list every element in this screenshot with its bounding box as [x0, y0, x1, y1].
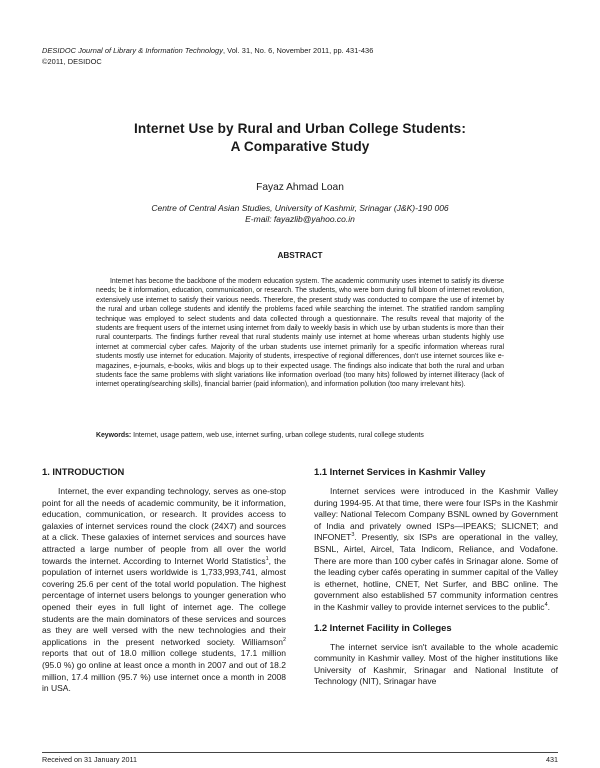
introduction-paragraph: [42, 486, 286, 695]
abstract-body: Internet has become the backbone of the modern education system. The academic community uses internet to satisfy its diverse needs; be it information, education, communication, or research. The students, who were born during full bloom of internet revolution, extensively use internet to satisfy their various needs. Therefore, the present study was conducted to compare the use of internet by the rural and urban college students and identify the problems faced while searching the internet. The stratified random sampling technique was employed to select students and data collected through a questionnaire. The results reveal that majority of the students are frequent users of the internet using internet from daily to weekly basis in which use by urban students is more than their rural counterparts. The findings further reveal that rural students mainly use internet at home whereas urban students highly use internet at commercial cyber cafes. Majority of the urban students use internet primarily for a specific information whereas rural students mostly use internet for education. Majority of students, irrespective of regional differences, don't use internet sources like e-magazines, e-journals, e-books, wikis and blogs up to their expected usage. The findings also indicate that both the rural and urban students face the same problems with slight variations like information overload (too many hits) followed by internet illiteracy (lack of internet operating/searching skills), financial barrier (paid information), and information pollution (too many irrelevant hits).: [96, 277, 504, 389]
s11-text-2: . Presently, six ISPs are operational in the valley, BSNL, Airtel, Aircel, Tata Indicom, Reliance, and Vodafone. There are more than 100 cyber cafés in Srinagar alone. Some of the leading cyber cafés operating in summer capital of the Valley is ethernet, hotline, CNET, Net Surfer, and BBC online. The government also established 57 community information centres in the Kashmir valley to provide internet services to the public: [314, 532, 558, 612]
citation-3: 3: [351, 532, 355, 539]
journal-details: , Vol. 31, No. 6, November 2011, pp. 431-436: [222, 46, 374, 55]
section-1-2-paragraph: The internet service isn't available to the whole academic community in Kashmir valley. Most of the higher institutions like University of Kashmir, Srinagar and National Institute of Technology (NIT), Srinagar have: [314, 641, 558, 687]
abstract-heading: ABSTRACT: [277, 251, 323, 260]
s11-text-1: Internet services were introduced in the Kashmir Valley during 1994-95. At that time, there were four ISPs in the Kashmir valley: National Telecom Company BSNL owned by Government of India and privately owned ISPs—IPEAKS; SLICNET; and INFONET: [314, 486, 558, 543]
keywords: [96, 432, 576, 439]
section-heading-1-2: 1.2 Internet Facility in Colleges: [314, 621, 452, 633]
right-column: [314, 466, 558, 688]
author-affiliation: Centre of Central Asian Studies, University of Kashmir, Srinagar (J&K)-190 006: [151, 203, 449, 213]
citation-2: 2: [282, 636, 286, 643]
paper-title-line-2: A Comparative Study: [230, 139, 370, 154]
author-name: Fayaz Ahmad Loan: [256, 182, 344, 193]
keywords-text: Internet, usage pattern, web use, internet surfing, urban college students, rural college students: [131, 432, 424, 439]
journal-name: DESIDOC Journal of Library & Information Technology: [42, 46, 223, 55]
keywords-label: Keywords:: [96, 432, 132, 439]
citation-1: 1: [265, 555, 269, 562]
copyright-notice: ©2011, DESIDOC: [42, 57, 102, 66]
page-number: 431: [546, 755, 558, 764]
s11-text-3: .: [547, 601, 550, 612]
section-1-1-paragraph: [314, 486, 558, 614]
paper-title-line-1: Internet Use by Rural and Urban College Students:: [134, 121, 466, 136]
journal-citation: [42, 46, 373, 55]
left-column: [42, 466, 286, 695]
author-email: E-mail: fayazlib@yahoo.co.in: [245, 214, 355, 224]
footer-divider: [42, 752, 558, 753]
citation-4: 4: [544, 602, 548, 609]
section-heading-1-1: 1.1 Internet Services in Kashmir Valley: [314, 466, 486, 477]
intro-text-1: Internet, the ever expanding technology, serves as one-stop point for all the needs of academic community, be it information, education, communication, or research. It provides access to galaxies of internet services round the clock (24X7) and sources at a click. These galaxies of internet services and sources have attracted a large number of people from all over the world towards the internet. According to Internet World Statistics: [42, 486, 286, 566]
intro-text-3: reports that out of 18.0 million college students, 17.1 million (95.0 %) go online at least once a month in 2007 and out of 18.2 million, 17.4 million (95.7 %) use internet once a month in 2008 in USA.: [42, 648, 286, 694]
received-date: Received on 31 January 2011: [42, 755, 137, 764]
intro-text-2: , the population of internet users worldwide is 1,733,993,741, almost covering 25.6 per cent of the total world population. The highest percentage of internet users belongs to younger generation who opened their eyes in full light of internet age. The college students are the main dominators of these services and sources as they are well versed with the new technologies and their applications in the present networked society. Williamson: [42, 555, 286, 647]
section-heading-introduction: 1. INTRODUCTION: [42, 466, 125, 477]
